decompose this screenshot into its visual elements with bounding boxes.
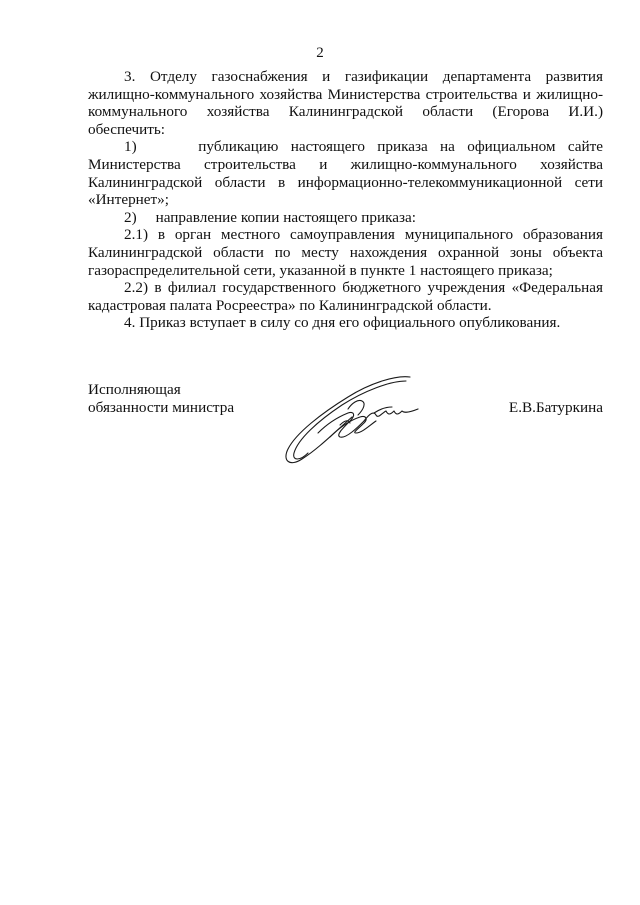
paragraph-item-4: 4. Приказ вступает в силу со дня его официального опубликования.	[124, 314, 561, 332]
document-body	[88, 68, 603, 332]
signatory-title	[88, 381, 288, 417]
paragraph-subitem-2-2: 2.2) в филиал государственного бюджетного учреждения «Федеральная кадастровая палата Росреестра» по Калининградской области.	[88, 279, 603, 314]
paragraph-item-3: 3. Отделу газоснабжения и газификации департамента развития жилищно-коммунального хозяйства Министерства строительства и жилищно-коммунального хозяйства Калининградской области (Егорова И.И.) обеспечить:	[88, 68, 603, 138]
signatory-title-line-1: Исполняющая	[88, 381, 181, 398]
paragraph-subitem-2: 2) направление копии настоящего приказа:	[124, 208, 416, 226]
page-number: 2	[316, 45, 324, 61]
handwritten-signature-icon	[278, 373, 438, 473]
paragraph-subitem-1: 1) публикацию настоящего приказа на официальном сайте Министерства строительства и жилищно-коммунального хозяйства Калининградской области в информационно-телекоммуникационной сети «Интернет»;	[88, 138, 603, 209]
signatory-title-line-2: обязанности министра	[88, 399, 235, 416]
signature-block	[88, 381, 603, 491]
signatory-name: Е.В.Батуркина	[508, 399, 603, 416]
paragraph-subitem-2-1: 2.1) в орган местного самоуправления муниципального образования Калининградской области по месту нахождения охранной зоны объекта газораспределительной сети, указанной в пункте 1 настоящего приказа;	[88, 226, 603, 279]
